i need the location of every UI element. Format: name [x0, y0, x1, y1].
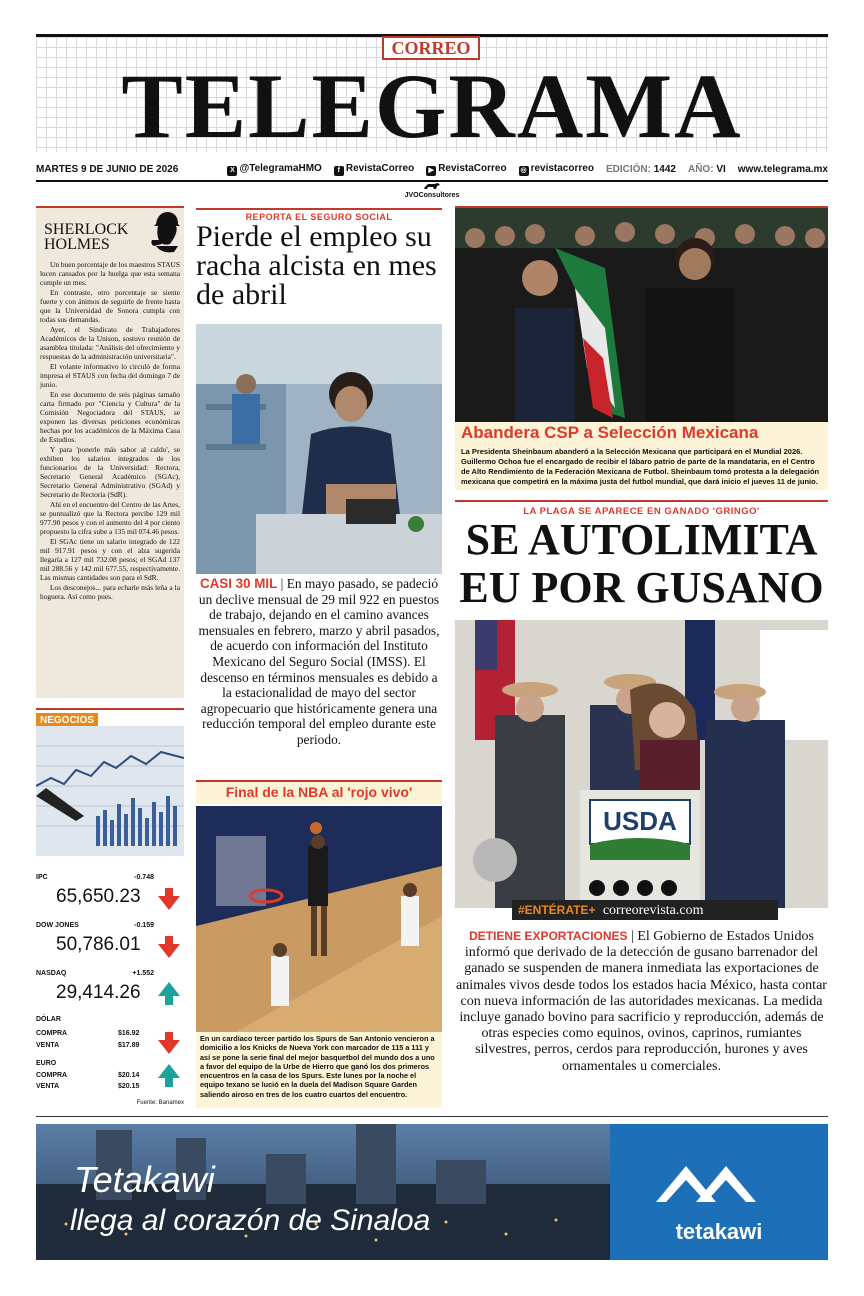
- imss-headline[interactable]: Pierde el empleo su racha alcista en mes de abril: [196, 220, 437, 311]
- sponsor-logo: [400, 182, 464, 199]
- flag-caption: La Presidenta Sheinbaum abanderó a la Selección Mexicana que participará en el Mundial 2026. Guillermo Ochoa fue el encargado de recibir el lábaro patrio de parte de la mandataria, en el Centro de Alto Rendimiento de la Federación Mexicana de Futbol. Sheinbaum tomó protesta a la delegación mexicana que competirá en la máxima justa del futbol mundial, que dará inicio el jueves 11 de junio.: [455, 444, 828, 490]
- gusano-body: [455, 928, 828, 1075]
- sherlock-paragraph: El SGAc tiene un salario integrado de 122 mil 917.91 pesos y con el alza sugerida llegaría a 127 mil 732.08 pesos; el SGAd 137 mil 288.56 y 142 mil 677.55, respectivamente. Las mismas cantidades son para el SdR.: [40, 537, 180, 582]
- market-change: +1.552: [132, 970, 154, 977]
- social-youtube[interactable]: [426, 163, 506, 176]
- fx-venta-label: VENTA: [36, 1083, 60, 1090]
- sherlock-column: [36, 206, 184, 698]
- market-name: IPC: [36, 874, 48, 881]
- usda-sign-text: USDA: [603, 806, 677, 836]
- correo-badge: CORREO: [382, 36, 480, 60]
- year-number: [688, 164, 726, 175]
- website-link[interactable]: www.telegrama.mx: [737, 163, 828, 175]
- year-value: VI: [716, 163, 726, 175]
- social-facebook[interactable]: [334, 163, 414, 176]
- fx-compra-value: $16.92: [118, 1030, 140, 1037]
- market-ipc: [36, 874, 184, 910]
- social-instagram-label: revistacorreo: [530, 162, 594, 174]
- market-nasdaq: [36, 970, 184, 1006]
- detective-icon: [148, 210, 182, 254]
- enterate-tag: #ENTÉRATE+: [518, 903, 596, 917]
- info-bar: [36, 158, 828, 182]
- sherlock-title-line1: SHERLOCK: [44, 221, 129, 238]
- social-instagram[interactable]: [519, 163, 594, 176]
- x-icon: X: [227, 166, 237, 176]
- enterate-bar[interactable]: [512, 900, 778, 920]
- fx-venta-value: $17.89: [118, 1042, 140, 1049]
- tetakawi-advertisement[interactable]: [36, 1124, 828, 1260]
- sherlock-title: [44, 222, 128, 252]
- factory-worker-photo: [196, 324, 442, 574]
- social-x-label: @TelegramaHMO: [239, 162, 322, 174]
- sherlock-title-line2: HOLMES: [44, 236, 110, 253]
- flag-ceremony-photo: [455, 206, 828, 422]
- imss-kicker: REPORTA EL SEGURO SOCIAL: [196, 208, 442, 222]
- sponsor-name: JVOConsultores: [404, 192, 460, 199]
- facebook-icon: f: [334, 166, 344, 176]
- fx-dolar: [36, 1016, 184, 1054]
- sherlock-paragraph: Un buen porcentaje de los maestros STAUS lucen cansados por la huelga que esta semana cumple un mes.: [40, 260, 180, 287]
- flag-headline[interactable]: Abandera CSP a Selección Mexicana: [455, 422, 828, 444]
- fx-label: DÓLAR: [36, 1016, 61, 1023]
- social-facebook-label: RevistaCorreo: [345, 162, 415, 174]
- sherlock-paragraph: En contraste, otro porcentaje se siente fuerte y con ánimos de seguirle de frente hasta que la Universidad de Sonora cumpla con todas sus demandas.: [40, 288, 180, 324]
- gusano-headline-line2: EU POR GUSANO: [459, 563, 824, 612]
- year-label: AÑO:: [687, 163, 714, 175]
- arrow-up-icon: [158, 982, 180, 996]
- arrow-down-icon: [158, 896, 180, 910]
- market-name: DOW JONES: [36, 922, 79, 929]
- negocios-label: [36, 708, 184, 724]
- fx-compra-value: $20.14: [118, 1072, 140, 1079]
- sherlock-paragraph: El volante informativo lo circuló de forma impresa el STAUS con fecha del domingo 7 de junio.: [40, 362, 180, 389]
- gusano-headline[interactable]: [455, 516, 828, 612]
- imss-lead: CASI 30 MIL: [199, 576, 278, 591]
- fx-venta-label: VENTA: [36, 1042, 60, 1049]
- sherlock-paragraph: Ahí en el encuentro del Centro de las Artes, se puntualizó que la Rectora percibe 129 mil 977.90 pesos y con el aumento del 4 por ciento propuesto la cifra sube a 135 mil 074.46 pesos.: [40, 500, 180, 536]
- sherlock-paragraph: En ese documento de seis páginas tamaño carta firmado por "Ciencia y Cultura" de la Comisión Negociadora del STAUS, se exponen las diversas peticiones económicas hechas por los académicos de la Máxima Casa de Estudios.: [40, 390, 180, 444]
- youtube-icon: ▶: [426, 166, 436, 176]
- imss-body-text: | En mayo pasado, se padeció un declive mensual de 29 mil 922 en puestos de trabajo, dejando en el camino avances mensuales en febrero, marzo y abril pasados, de acuerdo con información del Instituto Mexicano del Seguro Social (IMSS). El descenso en términos mensuales es debido a la estacionalidad de mayo del sector agropecuario que históricamente genera una reducción temporal del empleo durante este periodo.: [198, 576, 440, 747]
- usda-press-conference-photo: [455, 620, 828, 908]
- enterate-site-link[interactable]: correorevista.com: [602, 903, 704, 918]
- ad-logo-text: tetakawi: [675, 1219, 763, 1244]
- nba-caption: En un cardiaco tercer partido los Spurs de San Antonio vencieron a domicilio a los Knicks de Nueva York con marcador de 115 a 111 y así se pone la serie final del mejor basquetbol del mundo dos a uno a favor del equipo de la Urbe de Hierro que ganó los dos primeros encuentros en la casa de los Spurs. Este lunes por la noche el equipo texano se lució en la duela del Madison Square Garden saliendo airoso en tres de los cuatro cuartos del encuentro.: [196, 1032, 442, 1108]
- ad-divider: [36, 1116, 828, 1117]
- arrow-down-icon: [158, 1040, 180, 1054]
- sherlock-paragraph: Y para 'ponerle más sabor al caldo', se exhiben los salarios integrados de los funcionarios de la Universidad: Rectora, Secretario General Académico (SGAc), Secretario General Administrativo (SGAd) y Secretario de Rectoría (SdR).: [40, 445, 180, 499]
- gusano-headline-line1: SE AUTOLIMITA: [465, 515, 818, 564]
- stock-chart-photo: [36, 726, 184, 856]
- market-value: 50,786.01: [56, 934, 141, 955]
- market-change: -0.748: [134, 874, 154, 881]
- gusano-kicker: LA PLAGA SE APARECE EN GANADO 'GRINGO': [455, 500, 828, 517]
- market-dow-jones: [36, 922, 184, 958]
- nba-headline[interactable]: Final de la NBA al 'rojo vivo': [196, 780, 442, 804]
- fx-euro: [36, 1060, 184, 1098]
- fx-compra-label: COMPRA: [36, 1030, 68, 1037]
- gusano-body-text: | El Gobierno de Estados Unidos informó que derivado de la detección de gusano barrenador del ganado se suspenden de manera inmediata las exportaciones de animales vivos desde todos los estados hacia México, hasta contar con nueva información de las autoridades mexicanas. La medida incluye ganado bovino para sacrificio y reproducción, además de otras especies como equinos, ovinos, caprinos, rumiantes silvestres, perros, cerdos para reproducción, hurones y aves ornamentales u comerciales.: [456, 929, 827, 1074]
- sherlock-text: [40, 260, 180, 602]
- edition-value: 1442: [653, 163, 676, 175]
- arrow-down-icon: [158, 944, 180, 958]
- horse-icon: [422, 182, 442, 190]
- sherlock-paragraph: Los desconejos... para echarle más leña a la hoguera. Así como pues.: [40, 583, 180, 601]
- fx-label: EURO: [36, 1060, 57, 1067]
- basketball-game-photo: [196, 806, 442, 1032]
- market-change: -0.159: [134, 922, 154, 929]
- ad-brand: Tetakawi: [74, 1159, 215, 1200]
- edition-number: [606, 164, 676, 175]
- edition-label: EDICIÓN:: [605, 163, 651, 175]
- social-youtube-label: RevistaCorreo: [438, 162, 507, 174]
- instagram-icon: ◎: [520, 166, 527, 174]
- edition-date: MARTES 9 DE JUNIO DE 2026: [36, 163, 179, 175]
- imss-body: [196, 576, 442, 748]
- fx-venta-value: $20.15: [118, 1083, 140, 1090]
- ad-tagline: llega al corazón de Sinaloa: [70, 1204, 431, 1237]
- newspaper-title: TELEGRAMA: [121, 55, 743, 157]
- market-value: 65,650.23: [56, 886, 141, 907]
- market-name: NASDAQ: [36, 970, 67, 977]
- sherlock-paragraph: Ayer, el Sindicato de Trabajadores Académicos de la Unison, sostuvo reunión de asamblea titulada: "Análisis del ofrecimiento y respuestas de la administración universitaria".: [40, 325, 180, 361]
- gusano-lead: DETIENE EXPORTACIONES: [469, 929, 628, 943]
- arrow-up-icon: [158, 1064, 180, 1078]
- market-source: Fuente: Banamex: [136, 1100, 184, 1106]
- market-value: 29,414.26: [56, 982, 141, 1003]
- negocios-label-text: NEGOCIOS: [36, 713, 98, 728]
- fx-compra-label: COMPRA: [36, 1072, 68, 1079]
- social-x[interactable]: [227, 163, 321, 176]
